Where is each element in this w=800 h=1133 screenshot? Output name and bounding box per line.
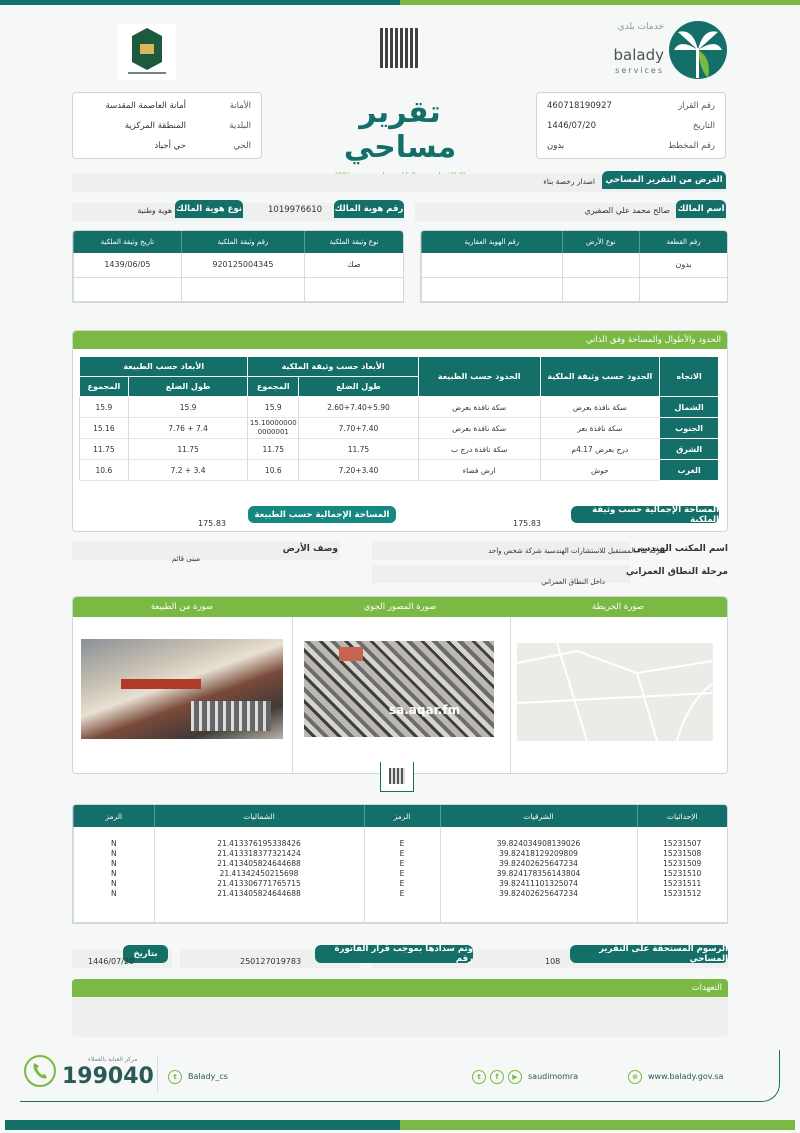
cell: 7.70+7.40	[299, 418, 419, 439]
invoice-date-label: بتاريخ	[123, 945, 168, 963]
amanah-emblem	[118, 24, 176, 80]
label: رقم القرار	[678, 101, 715, 111]
balady-logo	[600, 20, 730, 82]
cell: سكة نافذة بعرض	[540, 397, 660, 418]
district-value: حي أجياد	[154, 141, 186, 151]
urban-label: مرحلة النطاق العمراني	[625, 567, 728, 577]
cell	[562, 253, 640, 277]
cell: ارض فضاء	[418, 460, 540, 481]
urban-value: داخل النطاق العمراني	[541, 578, 605, 586]
cell: 7.4 + 7.76	[128, 418, 248, 439]
cell: 15.9	[128, 397, 248, 418]
table-row	[422, 253, 728, 277]
cell: درج بعرض 4.17م	[540, 439, 660, 460]
cell: 11.75	[128, 439, 248, 460]
district-row	[73, 136, 261, 156]
col-deed-date: تاريخ وثيقة الملكية	[74, 231, 182, 253]
cell: 7.20+3.40	[299, 460, 419, 481]
cell	[74, 277, 182, 301]
website-link[interactable]: www.balady.gov.sa	[648, 1072, 724, 1081]
col-parcel-number: رقم القطعة	[640, 231, 727, 253]
invoice-date: 1446/07/20	[88, 957, 135, 966]
facebook-icon[interactable]: f	[490, 1070, 504, 1084]
cell: 1439/06/05	[74, 253, 182, 277]
area-deed-label: المساحة الإجمالية حسب وثيقة الملكية	[571, 506, 719, 523]
coordinates-table	[72, 804, 728, 924]
col-dims-nature: الأبعاد حسب الطبيعة	[80, 357, 248, 377]
land-desc-label: وصف الأرض	[282, 544, 338, 554]
col-dims-deed: الأبعاد حسب وثيقة الملكية	[248, 357, 418, 377]
twitter-icon[interactable]: t	[168, 1070, 182, 1084]
map-roads-icon	[517, 643, 713, 741]
col-bound-nature: الحدود حسب الطبيعة	[418, 357, 540, 397]
cell: 11.75	[80, 439, 129, 460]
care-phone: 199040	[62, 1064, 154, 1089]
table-row	[74, 277, 404, 301]
cell: 10.6	[248, 460, 299, 481]
phone-icon	[23, 1054, 57, 1088]
cell: سكة نافذة بعر	[540, 418, 660, 439]
site-image-header: صورة من الطبيعة	[150, 602, 214, 612]
care-center-label: مركز العناية بالعملاء	[88, 1056, 138, 1063]
col-eastings: الشرقيات	[440, 805, 637, 827]
qr-code[interactable]	[380, 28, 420, 68]
municipality-value: المنطقة المركزية	[124, 121, 186, 131]
direction-west: الغرب	[660, 460, 719, 481]
fees-value: 108	[545, 957, 561, 966]
direction-east: الشرق	[660, 439, 719, 460]
footer	[20, 1050, 780, 1102]
owner-id: 1019976610	[268, 205, 323, 215]
coord-n-codes: N N N N N N	[74, 827, 155, 922]
brand-services: services	[615, 66, 664, 75]
label: الأمانة	[229, 101, 251, 111]
plan-number: بدون	[547, 141, 565, 151]
cell: 11.75	[299, 439, 419, 460]
cell: 3.4 + 7.2	[128, 460, 248, 481]
date-row	[537, 116, 725, 136]
cell: 15.9	[248, 397, 299, 418]
cell	[422, 277, 563, 301]
invoice-number: 250127019783	[240, 957, 302, 966]
images-section	[72, 596, 728, 774]
cell: حوش	[540, 460, 660, 481]
table-row	[74, 253, 404, 277]
report-title-block	[300, 95, 500, 179]
cell: 10.6	[80, 460, 129, 481]
amanah-value: أمانة العاصمة المقدسة	[105, 101, 186, 111]
aerial-photo[interactable]	[304, 641, 494, 737]
bounds-section	[72, 330, 728, 532]
cell: سكة نافذة بعرض	[418, 418, 540, 439]
cell: 15.16	[80, 418, 129, 439]
label: الحي	[233, 141, 251, 151]
cell: بدون	[640, 253, 727, 277]
commitments-title: التعهدات	[72, 979, 728, 997]
col-deed-number: رقم وثيقة الملكية	[181, 231, 304, 253]
area-deed-value: 175.83	[513, 519, 541, 528]
cell	[422, 253, 563, 277]
decision-info-box	[536, 92, 726, 159]
col-land-type: نوع الأرض	[562, 231, 640, 253]
col-n-code: الرمز	[74, 805, 155, 827]
brand-en: balady	[613, 46, 664, 64]
fees-label: الرسوم المستحقة على التقرير المساحي	[570, 945, 728, 963]
deed-table	[72, 230, 404, 303]
area-nature-label: المساحة الإجمالية حسب الطبيعة	[248, 506, 396, 523]
col-e-code: الرمز	[364, 805, 440, 827]
map-image[interactable]	[517, 643, 713, 741]
label: التاريخ	[692, 121, 715, 131]
coord-e-codes: E E E E E E	[364, 827, 440, 922]
col-direction: الاتجاه	[660, 357, 719, 397]
direction-south: الجنوب	[660, 418, 719, 439]
owner-id-label: رقم هوية المالك	[334, 200, 404, 218]
col-property-id: رقم الهوية العقارية	[422, 231, 563, 253]
cell: 15.100000000000001	[248, 418, 299, 439]
cell: صك	[305, 253, 403, 277]
decision-number: 460718190927	[547, 101, 612, 111]
cell: سكة نافذة درج ب	[418, 439, 540, 460]
col-deed-total: المجموع	[248, 377, 299, 397]
small-qr-code[interactable]	[380, 762, 414, 792]
col-coordinates: الإحداثيات	[637, 805, 727, 827]
office-value: شركة بناء المستقبل للاستشارات الهندسية شركة شخص واحد	[488, 547, 666, 555]
municipality-row	[73, 116, 261, 136]
cell: 2.60+7.40+5.90	[299, 397, 419, 418]
col-bound-deed: الحدود حسب وثيقة الملكية	[540, 357, 660, 397]
label: البلدية	[229, 121, 251, 131]
coord-ids: 15231507 15231508 15231509 15231510 15231511 15231512	[637, 827, 727, 922]
cell: 11.75	[248, 439, 299, 460]
cell	[305, 277, 403, 301]
twitter-handle[interactable]: Balady_cs	[188, 1072, 228, 1081]
top-color-bar	[0, 0, 800, 5]
commitments-section	[72, 979, 728, 1037]
table-row	[80, 397, 719, 418]
youtube-icon[interactable]: ▶	[508, 1070, 522, 1084]
table-row	[80, 439, 719, 460]
table-row	[74, 827, 728, 922]
cell	[640, 277, 727, 301]
owner-name: صالح محمد علي الصفيري	[584, 206, 670, 215]
table-row	[422, 277, 728, 301]
coord-eastings: 39.824034908139026 39.82418129209809 39.82402625647234 39.824178356143804 39.82411101325074 39.82402625647234	[440, 827, 637, 922]
owner-name-label: اسم المالك	[676, 200, 726, 218]
cell: 15.9	[80, 397, 129, 418]
cell	[181, 277, 304, 301]
cell: سكة نافذة بعرض	[418, 397, 540, 418]
globe-icon[interactable]: ⊕	[628, 1070, 642, 1084]
palm-logo-icon	[668, 20, 728, 80]
direction-north: الشمال	[660, 397, 719, 418]
aerial-watermark: sa.aqar.fm	[389, 703, 461, 717]
cell: 920125004345	[181, 253, 304, 277]
decision-number-row	[537, 96, 725, 116]
date-value: 1446/07/20	[547, 121, 596, 131]
col-deed-side: طول الضلع	[299, 377, 419, 397]
cell	[562, 277, 640, 301]
table-row	[80, 418, 719, 439]
page-title: تقرير مساحي	[343, 95, 457, 165]
table-row	[80, 460, 719, 481]
area-nature-value: 175.83	[198, 519, 226, 528]
col-nature-total: المجموع	[80, 377, 129, 397]
office-label: اسم المكتب الهندسي	[632, 544, 728, 554]
parcel-table	[420, 230, 728, 303]
aerial-image-header: صورة المصور الجوي	[363, 602, 437, 612]
col-nature-side: طول الضلع	[128, 377, 248, 397]
bounds-section-title: الحدود والأطوال والمساحة وفق الذاتي	[73, 331, 727, 349]
amanah-row	[73, 96, 261, 116]
land-desc-value: مبنى قائم	[171, 555, 200, 563]
col-northings: الشماليات	[154, 805, 364, 827]
owner-id-type-label: نوع هوية المالك	[175, 200, 243, 218]
map-image-header: صورة الخريطة	[592, 602, 644, 612]
purpose-label: الغرض من التقرير المساحي	[602, 171, 726, 189]
purpose-value: اصدار رخصة بناء	[543, 177, 595, 186]
col-deed-type: نوع وثيقة الملكية	[305, 231, 403, 253]
plan-number-row	[537, 136, 725, 156]
brand-ar: خدمات بلدي	[617, 22, 664, 32]
municipality-info-box	[72, 92, 262, 159]
twitter-icon-2[interactable]: t	[472, 1070, 486, 1084]
invoice-label: وتم سدادها بموجب قرار الفاتورة رقم	[315, 945, 473, 963]
coord-northings: 21.413376195338426 21.413318377321424 21.413405824644688 21.41342450215698 21.413306771765715 21.413405824644688	[154, 827, 364, 922]
label: رقم المخطط	[668, 141, 715, 151]
bottom-color-bar	[5, 1120, 795, 1130]
social-handle[interactable]: saudimomra	[528, 1072, 579, 1081]
owner-id-type: هوية وطنية	[137, 206, 172, 215]
site-photo[interactable]	[81, 639, 283, 739]
bounds-table	[79, 356, 719, 481]
emblem-icon	[118, 24, 176, 80]
